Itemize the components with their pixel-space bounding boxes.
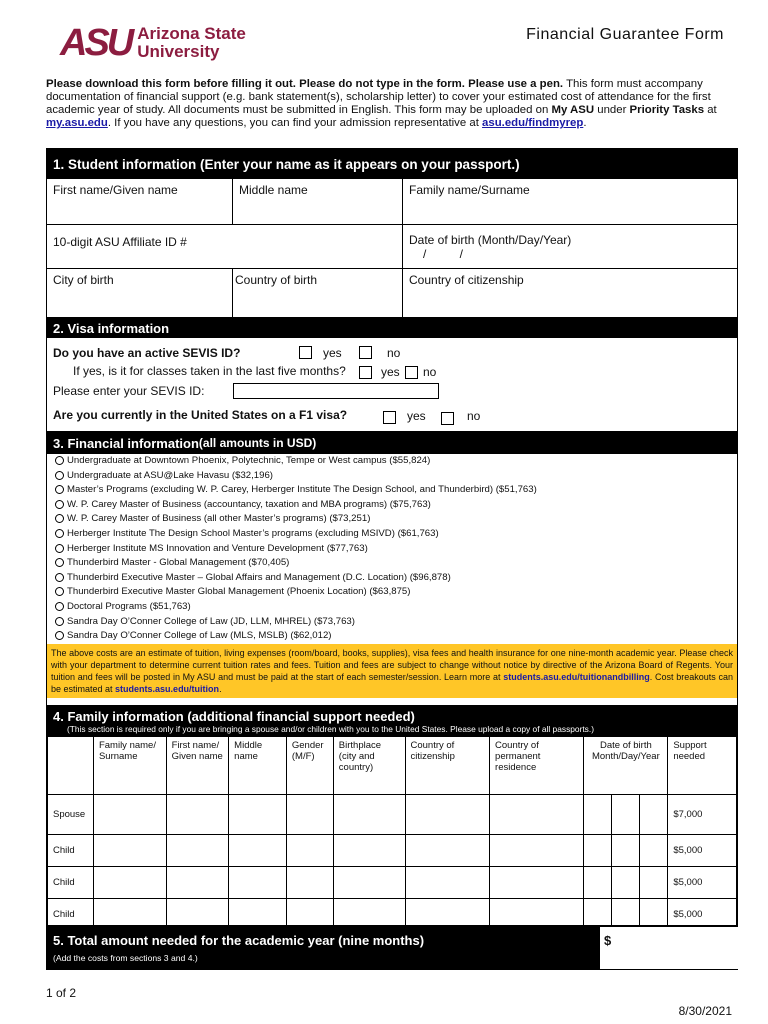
header-middle-name: Middle name xyxy=(229,737,287,795)
sevis-no-label: no xyxy=(387,346,401,360)
family-relation: Child xyxy=(48,899,94,931)
page-number: 1 of 2 xyxy=(46,986,77,1000)
country-birth-field[interactable] xyxy=(233,269,403,317)
radio-icon[interactable] xyxy=(55,500,64,509)
program-option[interactable] xyxy=(47,585,737,600)
family-input-cell[interactable] xyxy=(93,835,166,867)
intro-under: under xyxy=(594,104,630,116)
affiliate-id-field[interactable] xyxy=(47,225,403,269)
program-option-label: W. P. Carey Master of Business (accountancy, taxation and MBA programs) ($75,763) xyxy=(67,498,431,510)
intro-bold: Please download this form before filling it out. Please do not type in the form. Please use a pen. xyxy=(46,78,564,90)
radio-icon[interactable] xyxy=(55,602,64,611)
sevis-yes-label: yes xyxy=(323,346,342,360)
first-name-field[interactable] xyxy=(47,179,233,225)
header-first-name: First name/ Given name xyxy=(166,737,229,795)
program-options xyxy=(47,454,737,644)
family-input-cell[interactable] xyxy=(93,795,166,835)
country-birth-label: Country of birth xyxy=(235,273,318,287)
header-residence: Country of permanent residence xyxy=(490,737,584,795)
program-option[interactable] xyxy=(47,629,737,644)
radio-icon[interactable] xyxy=(55,558,64,567)
cost-note xyxy=(47,644,737,698)
middle-name-label: Middle name xyxy=(239,183,308,197)
program-option-label: Thunderbird Master - Global Management ($70,405) xyxy=(67,557,290,569)
program-option[interactable] xyxy=(47,512,737,527)
note-text-a: The above costs are an estimate of tuition, living expenses (room/board, books, supplies), visa fees and health insurance for one nine-month academic year. Please check with your department to determine current tuition rates and fees. Tuition and fees are subject to change without notice by directive of the Arizona Board of Regents. Your tuition and fees will be posted in My ASU and must be paid at the start of each semester/session. Learn more at xyxy=(51,647,733,682)
program-option-label: Undergraduate at ASU@Lake Havasu ($32,196) xyxy=(67,469,274,481)
family-input-cell[interactable] xyxy=(640,835,668,867)
program-option[interactable] xyxy=(47,571,737,586)
family-input-cell[interactable] xyxy=(166,835,229,867)
header-support: Support needed xyxy=(668,737,737,795)
form-date: 8/30/2021 xyxy=(678,1004,732,1018)
program-option[interactable] xyxy=(47,527,737,542)
program-option[interactable] xyxy=(47,556,737,571)
radio-icon[interactable] xyxy=(55,617,64,626)
family-input-cell[interactable] xyxy=(333,795,405,835)
section3-title-rest: (all amounts in USD) xyxy=(198,436,317,450)
family-input-cell[interactable] xyxy=(166,867,229,899)
family-row xyxy=(48,795,737,835)
family-input-cell[interactable] xyxy=(286,795,333,835)
family-input-cell[interactable] xyxy=(612,867,640,899)
family-name-label: Family name/Surname xyxy=(409,183,530,197)
family-input-cell[interactable] xyxy=(584,795,612,835)
program-option-label: Herberger Institute MS Innovation and Venture Development ($77,763) xyxy=(67,542,368,554)
family-input-cell[interactable] xyxy=(286,867,333,899)
family-row xyxy=(48,867,737,899)
family-input-cell[interactable] xyxy=(333,867,405,899)
radio-icon[interactable] xyxy=(55,631,64,640)
affiliate-id-label: 10-digit ASU Affiliate ID # xyxy=(53,235,187,249)
total-amount-field[interactable] xyxy=(600,927,738,969)
f1-yes-checkbox[interactable] xyxy=(383,411,396,424)
logo-name xyxy=(137,25,246,61)
support-needed: $5,000 xyxy=(668,899,737,931)
recent-no-checkbox[interactable] xyxy=(405,366,418,379)
f1-visa-question: Are you currently in the United States on a F1 visa? xyxy=(53,408,348,422)
sevis-question: Do you have an active SEVIS ID? xyxy=(53,346,241,360)
family-relation: Child xyxy=(48,867,94,899)
intro-text2: . If you have any questions, you can find your admission representative at xyxy=(107,117,483,129)
tuitionbilling-link[interactable]: students.asu.edu/tuitionandbilling xyxy=(503,671,650,682)
recent-yes-checkbox[interactable] xyxy=(359,366,372,379)
intro-paragraph xyxy=(46,78,738,130)
family-input-cell[interactable] xyxy=(640,867,668,899)
family-input-cell[interactable] xyxy=(166,795,229,835)
radio-icon[interactable] xyxy=(55,471,64,480)
family-input-cell[interactable] xyxy=(490,795,584,835)
sevis-no-checkbox[interactable] xyxy=(359,346,372,359)
family-input-cell[interactable] xyxy=(405,795,490,835)
f1-yes-label: yes xyxy=(407,409,426,423)
radio-icon[interactable] xyxy=(55,529,64,538)
family-input-cell[interactable] xyxy=(405,867,490,899)
intro-myasu: My ASU xyxy=(551,104,595,116)
intro-text: This form must accompany documentation of financial support (e.g. bank statement(s), scholarship letter) to cover your estimated cost of attendance for the first academic year of study. All documents must be submitted in English. This form may be uploaded on xyxy=(46,78,711,116)
section4-header xyxy=(47,706,737,736)
section-student-info xyxy=(46,148,738,318)
program-option[interactable] xyxy=(47,600,737,615)
logo-mark: ASU xyxy=(60,22,132,64)
family-input-cell[interactable] xyxy=(490,835,584,867)
header-dob: Date of birth Month/Day/Year xyxy=(584,737,668,795)
radio-icon[interactable] xyxy=(55,514,64,523)
family-input-cell[interactable] xyxy=(229,795,287,835)
section-financial-info xyxy=(46,432,738,706)
logo-line2: University xyxy=(137,42,220,61)
citizenship-label: Country of citizenship xyxy=(409,273,524,287)
family-input-cell[interactable] xyxy=(612,835,640,867)
dollar-sign: $ xyxy=(604,933,612,948)
header-gender: Gender (M/F) xyxy=(286,737,333,795)
city-birth-field[interactable] xyxy=(47,269,233,317)
family-input-cell[interactable] xyxy=(584,867,612,899)
program-option[interactable] xyxy=(47,615,737,630)
family-input-cell[interactable] xyxy=(490,867,584,899)
recent-yes-label: yes xyxy=(381,365,400,379)
section2-title: 2. Visa information xyxy=(47,318,737,338)
section-total xyxy=(46,926,738,970)
myasu-link[interactable]: my.asu.edu xyxy=(46,117,108,129)
radio-icon[interactable] xyxy=(55,485,64,494)
radio-icon[interactable] xyxy=(55,544,64,553)
header-blank xyxy=(48,737,94,795)
family-relation: Spouse xyxy=(48,795,94,835)
intro-priority: Priority Tasks xyxy=(629,104,705,116)
tuition-link[interactable]: students.asu.edu/tuition xyxy=(115,683,220,694)
section3-title xyxy=(47,432,737,454)
radio-icon[interactable] xyxy=(55,573,64,582)
sevis-id-prompt: Please enter your SEVIS ID: xyxy=(53,384,205,398)
dob-field[interactable] xyxy=(403,225,737,269)
logo-line1: Arizona State xyxy=(137,24,246,43)
family-row xyxy=(48,835,737,867)
family-input-cell[interactable] xyxy=(333,835,405,867)
note-text-c: . xyxy=(219,683,222,694)
family-input-cell[interactable] xyxy=(229,867,287,899)
program-option[interactable] xyxy=(47,498,737,513)
form-title: Financial Guarantee Form xyxy=(526,26,724,43)
first-name-label: First name/Given name xyxy=(53,183,178,197)
citizenship-field[interactable] xyxy=(403,269,737,317)
program-option-label: Thunderbird Executive Master Global Management (Phoenix Location) ($63,875) xyxy=(67,586,411,598)
program-option-label: Herberger Institute The Design School Master’s programs (excluding MSIVD) ($61,763) xyxy=(67,527,439,539)
family-header-row xyxy=(48,737,737,795)
family-name-field[interactable] xyxy=(403,179,737,225)
family-input-cell[interactable] xyxy=(229,835,287,867)
section1-title: 1. Student information (Enter your name as it appears on your passport.) xyxy=(47,149,737,179)
sevis-recent-question: If yes, is it for classes taken in the last five months? xyxy=(73,364,346,378)
section-family-info xyxy=(46,706,738,926)
recent-no-label: no xyxy=(423,365,437,379)
program-option-label: Doctoral Programs ($51,763) xyxy=(67,600,191,612)
dob-label: Date of birth (Month/Day/Year) xyxy=(409,233,572,247)
family-input-cell[interactable] xyxy=(584,835,612,867)
program-option[interactable] xyxy=(47,454,737,469)
findmyrep-link[interactable]: asu.edu/findmyrep xyxy=(482,117,584,129)
dob-separators: / / xyxy=(423,247,464,261)
f1-no-checkbox[interactable] xyxy=(441,412,454,425)
header-birthplace: Birthplace (city and country) xyxy=(333,737,405,795)
program-option[interactable] xyxy=(47,483,737,498)
middle-name-field[interactable] xyxy=(233,179,403,225)
f1-no-label: no xyxy=(467,409,481,423)
section5-title: 5. Total amount needed for the academic year (nine months) xyxy=(53,933,425,948)
program-option-label: Sandra Day O’Conner College of Law (JD, LLM, MHREL) ($73,763) xyxy=(67,615,355,627)
family-input-cell[interactable] xyxy=(93,867,166,899)
family-input-cell[interactable] xyxy=(640,795,668,835)
radio-icon[interactable] xyxy=(55,456,64,465)
family-relation: Child xyxy=(48,835,94,867)
section4-subtitle: (This section is required only if you are bringing a spouse and/or children with you to the United States. Please upload a copy of all passports.) xyxy=(67,723,594,734)
header-family-name: Family name/ Surname xyxy=(93,737,166,795)
program-option-label: Master’s Programs (excluding W. P. Carey, Herberger Institute The Design School, and Thunderbird) ($51,763) xyxy=(67,484,537,496)
radio-icon[interactable] xyxy=(55,587,64,596)
header-citizenship: Country of citizenship xyxy=(405,737,490,795)
section4-title: 4. Family information (additional financial support needed) xyxy=(53,708,415,724)
family-input-cell[interactable] xyxy=(405,835,490,867)
program-option-label: Thunderbird Executive Master – Global Affairs and Management (D.C. Location) ($96,878) xyxy=(67,571,451,583)
program-option[interactable] xyxy=(47,469,737,484)
note-text-b: . Cost breakouts can be estimated at xyxy=(51,671,733,694)
program-option-label: Sandra Day O’Conner College of Law (MLS, MSLB) ($62,012) xyxy=(67,630,332,642)
sevis-yes-checkbox[interactable] xyxy=(299,346,312,359)
sevis-id-input[interactable] xyxy=(233,383,439,399)
support-needed: $7,000 xyxy=(668,795,737,835)
intro-end: . xyxy=(583,117,587,129)
support-needed: $5,000 xyxy=(668,835,737,867)
family-input-cell[interactable] xyxy=(286,835,333,867)
support-needed: $5,000 xyxy=(668,867,737,899)
program-option-label: Undergraduate at Downtown Phoenix, Polytechnic, Tempe or West campus ($55,824) xyxy=(67,455,431,466)
section3-title-bold: 3. Financial information xyxy=(53,435,199,451)
section5-subtitle: (Add the costs from sections 3 and 4.) xyxy=(53,953,198,963)
asu-logo xyxy=(60,24,246,62)
city-birth-label: City of birth xyxy=(53,273,114,287)
program-option-label: W. P. Carey Master of Business (all other Master’s programs) ($73,251) xyxy=(67,513,371,525)
family-input-cell[interactable] xyxy=(612,795,640,835)
section-visa-info xyxy=(46,318,738,432)
family-table xyxy=(47,736,737,931)
program-option[interactable] xyxy=(47,542,737,557)
intro-at: at xyxy=(704,104,717,116)
